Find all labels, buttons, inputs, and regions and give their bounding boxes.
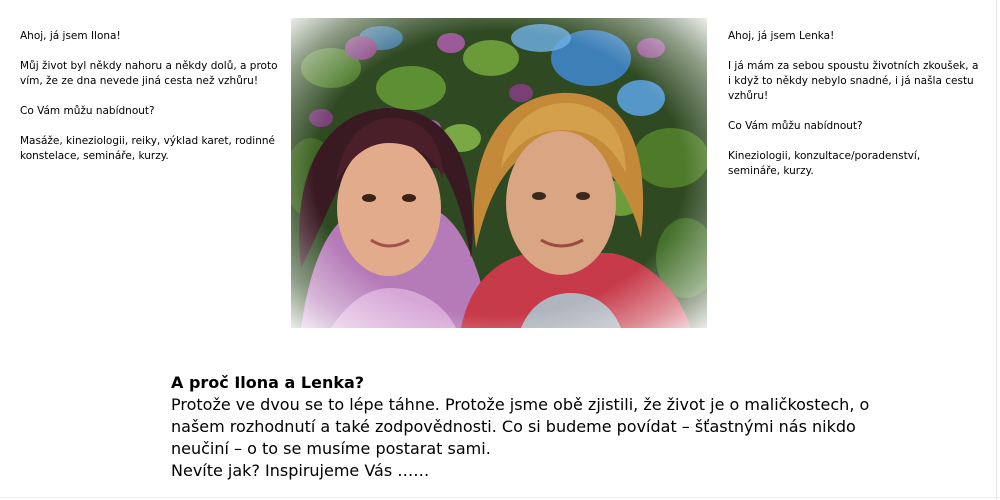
lenka-greeting: Ahoj, já jsem Lenka!: [728, 30, 835, 42]
bottom-divider: [0, 497, 1000, 498]
why-text-line-2: našem rozhodnutí a také zodpovědnosti. Co si budeme povídat – šťastnými nás nikdo: [171, 417, 856, 436]
lenka-intro-line-3: vzhůru!: [728, 90, 769, 102]
why-heading: A proč Ilona a Lenka?: [171, 373, 365, 392]
right-divider: [996, 0, 997, 500]
ilona-question: Co Vám můžu nabídnout?: [20, 105, 155, 117]
lenka-intro-line-1: I já mám za sebou spoustu životních zkoušek, a: [728, 60, 979, 72]
lenka-column: [728, 29, 990, 179]
lenka-question: Co Vám můžu nabídnout?: [728, 120, 863, 132]
why-text-line-1: Protože ve dvou se to lépe táhne. Protože jsme obě zjistili, že život je o maličkostech, o: [171, 395, 870, 414]
ilona-offer-line-1: Masáže, kineziologii, reiky, výklad karet, rodinné: [20, 135, 275, 147]
lenka-intro: [728, 59, 990, 104]
lenka-offer-line-2: semináře, kurzy.: [728, 165, 814, 177]
why-text-line-3: neučiní – o to se musíme postarat sami.: [171, 439, 491, 458]
lenka-offer: [728, 149, 990, 179]
lenka-intro-line-2: i když to někdy nebylo snadné, i já našla cestu: [728, 75, 974, 87]
portrait-photo-illustration: [291, 18, 707, 328]
ilona-intro-line-2: vím, že ze dna nevede jiná cesta než vzhůru!: [20, 75, 259, 87]
ilona-column: [20, 29, 282, 164]
ilona-greeting: Ahoj, já jsem Ilona!: [20, 30, 121, 42]
lenka-offer-line-1: Kineziologii, konzultace/poradenství,: [728, 150, 921, 162]
ilona-offer: [20, 134, 282, 164]
ilona-intro: [20, 59, 282, 89]
ilona-offer-line-2: konstelace, semináře, kurzy.: [20, 150, 169, 162]
portrait-photo: [291, 18, 707, 328]
why-text-line-4: Nevíte jak? Inspirujeme Vás ……: [171, 461, 430, 480]
ilona-intro-line-1: Můj život byl někdy nahoru a někdy dolů, a proto: [20, 60, 278, 72]
why-section: [171, 372, 891, 482]
